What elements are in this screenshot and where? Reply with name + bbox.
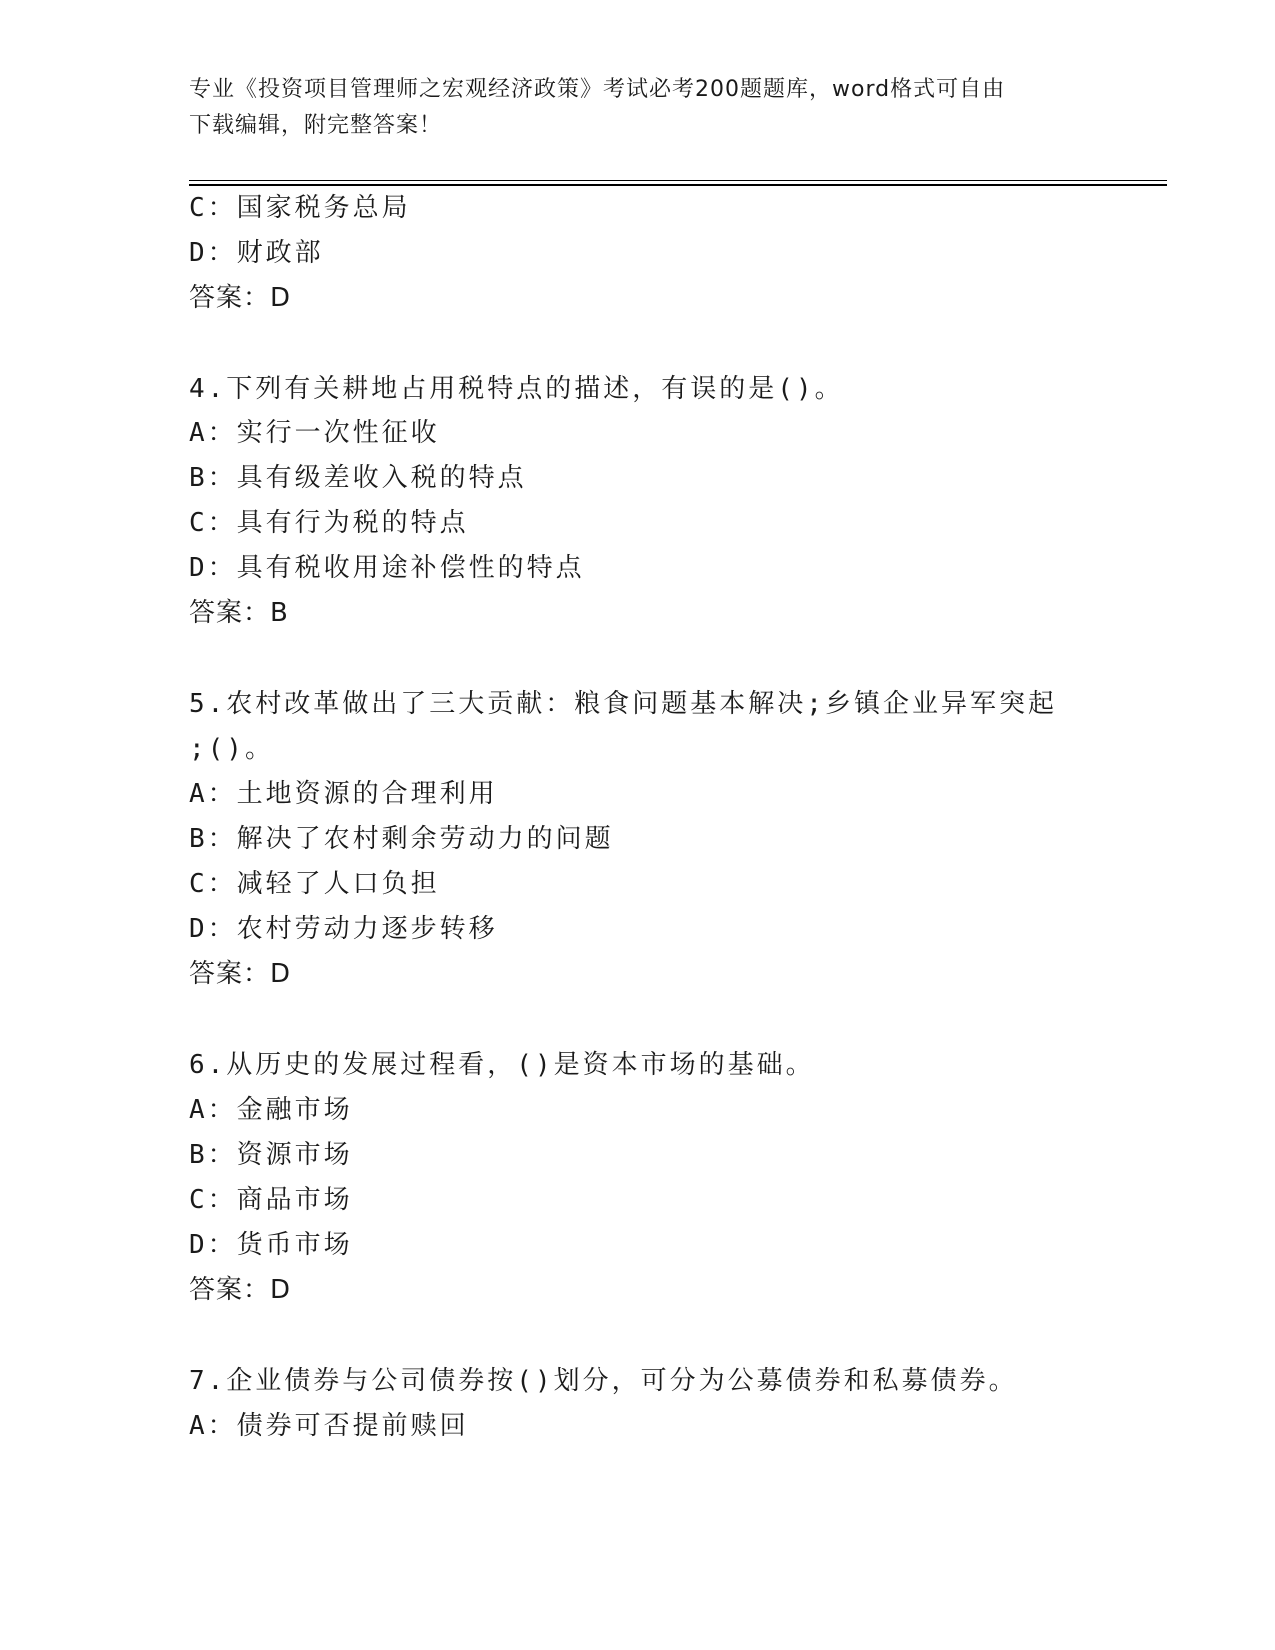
prev-option-c: C：国家税务总局 (189, 193, 411, 223)
q4-option-b: B：具有级差收入税的特点 (189, 463, 527, 493)
q6-option-c: C：商品市场 (189, 1185, 353, 1215)
q6-option-d: D：货币市场 (189, 1230, 353, 1260)
q5-stem-line-1: 5.农村改革做出了三大贡献：粮食问题基本解决;乡镇企业异军突起 (189, 689, 1057, 719)
header-rule-thick (189, 184, 1167, 186)
header-line-2: 下载编辑，附完整答案！ (189, 113, 443, 138)
q5-option-b: B：解决了农村剩余劳动力的问题 (189, 824, 614, 854)
q4-option-c: C：具有行为税的特点 (189, 508, 469, 538)
q7-option-a: A：债券可否提前赎回 (189, 1411, 469, 1441)
q6-answer: 答案：D (189, 1275, 292, 1305)
document-header (189, 72, 1089, 144)
q6-stem: 6.从历史的发展过程看，()是资本市场的基础。 (189, 1050, 815, 1080)
header-rule-thin (189, 180, 1167, 181)
prev-option-d: D：财政部 (189, 238, 324, 268)
q4-answer: 答案：B (189, 598, 289, 628)
q6-option-a: A：金融市场 (189, 1095, 353, 1125)
q7-stem: 7.企业债券与公司债券按()划分，可分为公募债券和私募债券。 (189, 1366, 1018, 1396)
q5-option-d: D：农村劳动力逐步转移 (189, 914, 498, 944)
q5-stem-line-2: ;()。 (189, 734, 274, 764)
q4-stem: 4.下列有关耕地占用税特点的描述，有误的是()。 (189, 374, 844, 404)
q6-option-b: B：资源市场 (189, 1140, 353, 1170)
q5-option-a: A：土地资源的合理利用 (189, 779, 498, 809)
q4-option-a: A：实行一次性征收 (189, 418, 440, 448)
q5-answer: 答案：D (189, 959, 292, 989)
header-line-1: 专业《投资项目管理师之宏观经济政策》考试必考200题题库，word格式可自由 (189, 77, 1006, 102)
q4-option-d: D：具有税收用途补偿性的特点 (189, 553, 585, 583)
prev-answer: 答案：D (189, 283, 292, 313)
q5-option-c: C：减轻了人口负担 (189, 869, 440, 899)
